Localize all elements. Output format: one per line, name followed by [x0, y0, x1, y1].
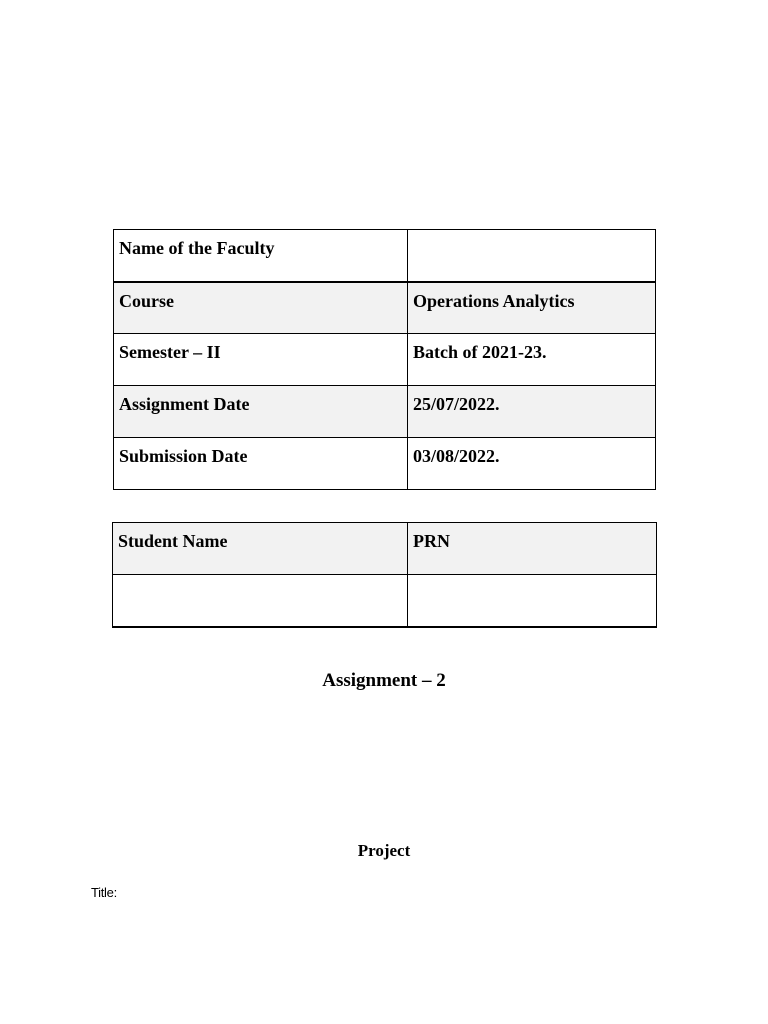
- submission-date-label: Submission Date: [119, 446, 248, 466]
- table-header-row: [113, 523, 657, 575]
- table-cell-value: [408, 438, 656, 490]
- table-cell-label: [114, 438, 408, 490]
- table-row: [114, 282, 656, 334]
- assignment-date-label: Assignment Date: [119, 394, 250, 414]
- course-value: Operations Analytics: [413, 290, 575, 311]
- table-row: [113, 575, 657, 627]
- student-name-cell: [113, 575, 408, 627]
- student-name-header: Student Name: [118, 531, 228, 551]
- prn-cell: [408, 575, 657, 627]
- title-label: Title:: [91, 885, 117, 900]
- faculty-label: Name of the Faculty: [119, 238, 275, 258]
- table-header-cell: [113, 523, 408, 575]
- table-cell-value: [408, 282, 656, 334]
- table-cell-label: [114, 386, 408, 438]
- course-label: Course: [119, 290, 174, 311]
- table-cell-label: [114, 282, 408, 334]
- table-row: [114, 386, 656, 438]
- table-cell-label: [114, 334, 408, 386]
- table-cell-value: [408, 386, 656, 438]
- table-row: [114, 334, 656, 386]
- student-info-table: [112, 522, 657, 628]
- assignment-heading: Assignment – 2: [322, 670, 446, 691]
- prn-header: PRN: [413, 531, 450, 551]
- submission-date-value: 03/08/2022.: [413, 446, 500, 466]
- table-cell-label: [114, 230, 408, 282]
- course-info-table: [113, 229, 656, 490]
- table-cell-value: [408, 334, 656, 386]
- faculty-value: [413, 230, 655, 237]
- batch-value: Batch of 2021-23.: [413, 342, 547, 362]
- project-heading: Project: [357, 841, 411, 860]
- semester-label: Semester – II: [119, 342, 221, 362]
- student-name-value: [118, 575, 407, 582]
- assignment-date-value: 25/07/2022.: [413, 394, 500, 414]
- table-header-cell: [408, 523, 657, 575]
- prn-value: [413, 575, 656, 582]
- table-row: [114, 230, 656, 282]
- table-cell-value: [408, 230, 656, 282]
- table-row: [114, 438, 656, 490]
